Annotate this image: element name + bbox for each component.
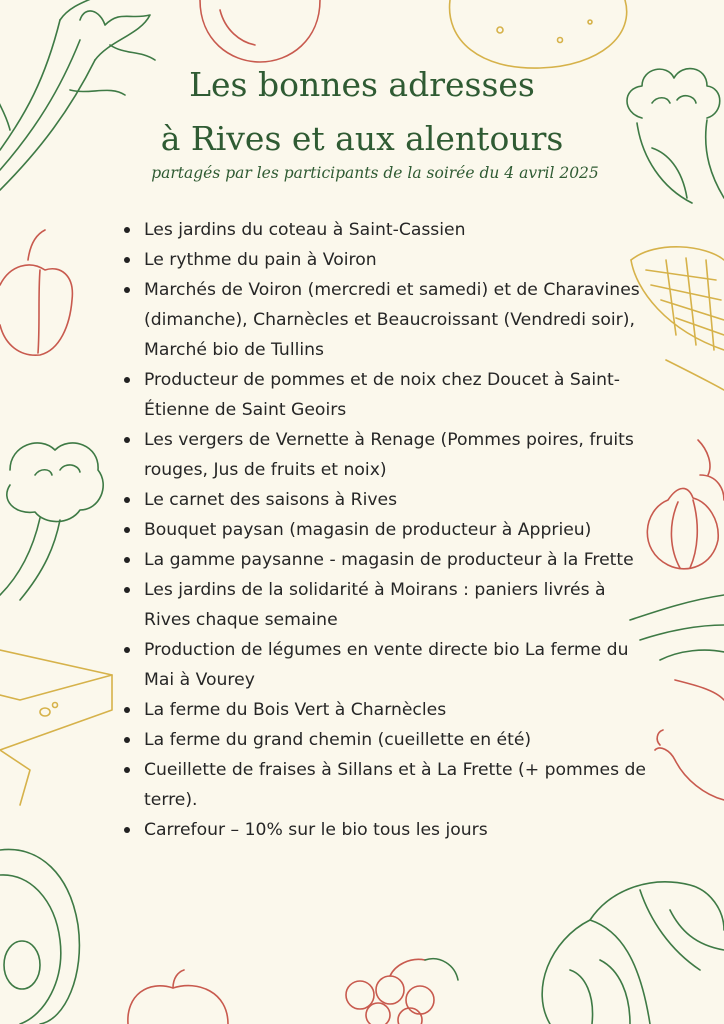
list-item: Le carnet des saisons à Rives [144, 485, 656, 515]
avocado-icon [0, 845, 85, 1024]
berries-icon [330, 955, 460, 1024]
chili-icon [655, 670, 724, 810]
list-item: La ferme du Bois Vert à Charnècles [144, 695, 656, 725]
page-title [0, 58, 724, 166]
list-item: Les vergers de Vernette à Renage (Pommes poires, fruits rouges, Jus de fruits et noix) [144, 425, 656, 485]
list-item: La ferme du grand chemin (cueillette en été) [144, 725, 656, 755]
list-item: Les jardins du coteau à Saint-Cassien [144, 215, 656, 245]
list-item: Bouquet paysan (magasin de producteur à Apprieu) [144, 515, 656, 545]
list-item: Producteur de pommes et de noix chez Doucet à Saint-Étienne de Saint Geoirs [144, 365, 656, 425]
broccoli-icon [0, 430, 110, 600]
apple-icon [118, 970, 238, 1024]
list-item: Carrefour – 10% sur le bio tous les jours [144, 815, 656, 845]
subtitle: partagés par les participants de la soirée du 4 avril 2025 [151, 164, 599, 182]
list-item: Production de légumes en vente directe bio La ferme du Mai à Vourey [144, 635, 656, 695]
places-list [118, 215, 656, 845]
title-line-2: à Rives et aux alentours [160, 119, 564, 158]
list-item: La gamme paysanne - magasin de producteur à la Frette [144, 545, 656, 575]
pepper-icon [0, 225, 80, 360]
list-item: Les jardins de la solidarité à Moirans : paniers livrés à Rives chaque semaine [144, 575, 656, 635]
list-item: Cueillette de fraises à Sillans et à La Frette (+ pommes de terre). [144, 755, 656, 815]
cabbage-icon [530, 850, 724, 1024]
title-line-1: Les bonnes adresses [189, 65, 535, 104]
list-item: Marchés de Voiron (mercredi et samedi) et de Charavines (dimanche), Charnècles et Beaucroissant (Vendredi soir), Marché bio de Tullins [144, 275, 656, 365]
list-item: Le rythme du pain à Voiron [144, 245, 656, 275]
cheese-icon [0, 640, 112, 805]
